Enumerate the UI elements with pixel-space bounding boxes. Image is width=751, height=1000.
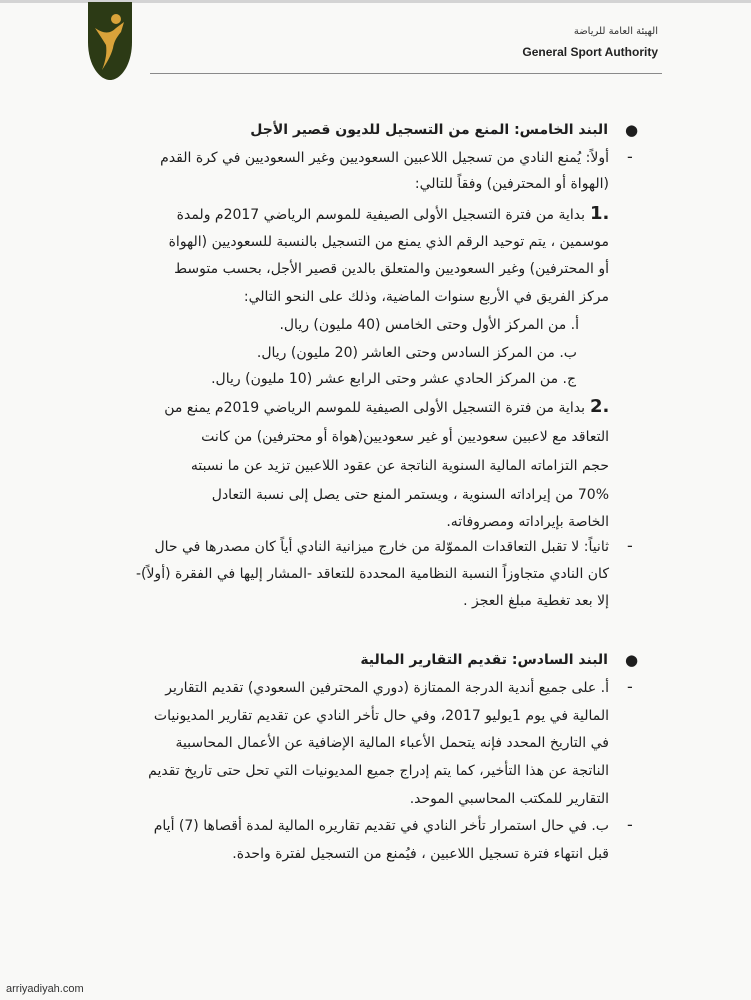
header-divider: [150, 73, 662, 74]
item1-line-3: أو المحترفين) وغير السعوديين والمتعلق بالدين قصير الأجل، بحسب متوسط: [174, 261, 609, 277]
watermark: arriyadiyah.com: [6, 983, 84, 995]
header-english-name: General Sport Authority: [522, 45, 658, 59]
section6-b-line-1: ب. في حال استمرار تأخر النادي في تقديم تقاريره المالية لمدة أقصاها (7) أيام: [153, 818, 609, 834]
section5-title: البند الخامس: المنع من التسجيل للديون قصير الأجل: [250, 122, 608, 138]
item1-sub-b: ب. من المركز السادس وحتى العاشر (20 مليون) ريال.: [256, 345, 577, 361]
section6-a-line-1: أ. على جميع أندية الدرجة الممتازة (دوري المحترفين السعودي) تقديم التقارير: [165, 680, 609, 696]
section5-first-line-2: (الهواة أو المحترفين) وفقاً للتالي:: [414, 176, 609, 192]
item2-line-5: الخاصة بإيراداته ومصروفاته.: [446, 514, 609, 530]
section5-second-line-2: كان النادي متجاوزاً النسبة النظامية المحددة للتعاقد -المشار إليها في الفقرة (أولاً)-: [135, 566, 609, 582]
item2-line-1: بداية من فترة التسجيل الأولى الصيفية للموسم الرياضي 2019م يمنع من: [164, 400, 585, 416]
section5-first-line-1: أولاً: يُمنع النادي من تسجيل اللاعبين السعوديين وغير السعوديين في كرة القدم: [160, 150, 609, 166]
bullet-icon: ●: [625, 121, 639, 139]
dash-marker: -: [627, 815, 633, 834]
item2-line-4: 70% من إيراداته السنوية ، ويستمر المنع حتى يصل إلى نسبة التعادل: [211, 487, 609, 503]
item1-line-2: موسمين ، يتم توحيد الرقم الذي يمنع من التسجيل بالنسبة للسعوديين (الهواة: [168, 234, 609, 250]
item2-line-3: حجم التزاماته المالية السنوية الناتجة عن عقود اللاعبين تزيد عن ما نسبته: [190, 458, 609, 474]
dash-marker: -: [627, 147, 633, 166]
section6-title: البند السادس: تقديم التقارير المالية: [360, 652, 608, 668]
header-arabic-name: الهيئة العامة للرياضة: [573, 26, 658, 37]
section6-a-line-5: التقارير للمكتب المحاسبي الموحد.: [409, 791, 609, 807]
item2-line-2: التعاقد مع لاعبين سعوديين أو غير سعوديين(هواة أو محترفين) من كانت: [201, 429, 609, 445]
section6-a-line-4: الناتجة عن هذا التأخير، كما يتم إدراج جميع المديونيات التي تحل حتى تاريخ تقديم: [148, 763, 609, 779]
item1-sub-c: ج. من المركز الحادي عشر وحتى الرابع عشر (10 مليون) ريال.: [211, 371, 576, 387]
item1-sub-a: أ. من المركز الأول وحتى الخامس (40 مليون) ريال.: [279, 317, 579, 333]
sport-authority-logo-icon: [84, 2, 136, 80]
section5-second-line-1: ثانياً: لا تقبل التعاقدات المموّلة من خارج ميزانية النادي أياً كان مصدرها في حال: [154, 539, 609, 555]
dash-marker: -: [627, 677, 633, 696]
section6-a-line-3: في التاريخ المحدد فإنه يتحمل الأعباء المالية الإضافية عن الأعمال المحاسبية: [175, 735, 609, 751]
item-2-number: 2.: [590, 396, 610, 417]
bullet-icon: ●: [625, 651, 639, 669]
section5-second-line-3: إلا بعد تغطية مبلغ العجز .: [463, 593, 609, 609]
section6-a-line-2: المالية في يوم 1يوليو 2017، وفي حال تأخر النادي عن تقديم تقارير المديونيات: [153, 708, 609, 724]
dash-marker: -: [627, 536, 633, 555]
section6-b-line-2: قبل انتهاء فترة تسجيل اللاعبين ، فيُمنع من التسجيل لفترة واحدة.: [232, 846, 609, 862]
item1-line-1: بداية من فترة التسجيل الأولى الصيفية للموسم الرياضي 2017م ولمدة: [176, 207, 585, 223]
item1-line-4: مركز الفريق في الأربع سنوات الماضية، وذلك على النحو التالي:: [243, 289, 609, 305]
item-1-number: 1.: [590, 203, 610, 224]
